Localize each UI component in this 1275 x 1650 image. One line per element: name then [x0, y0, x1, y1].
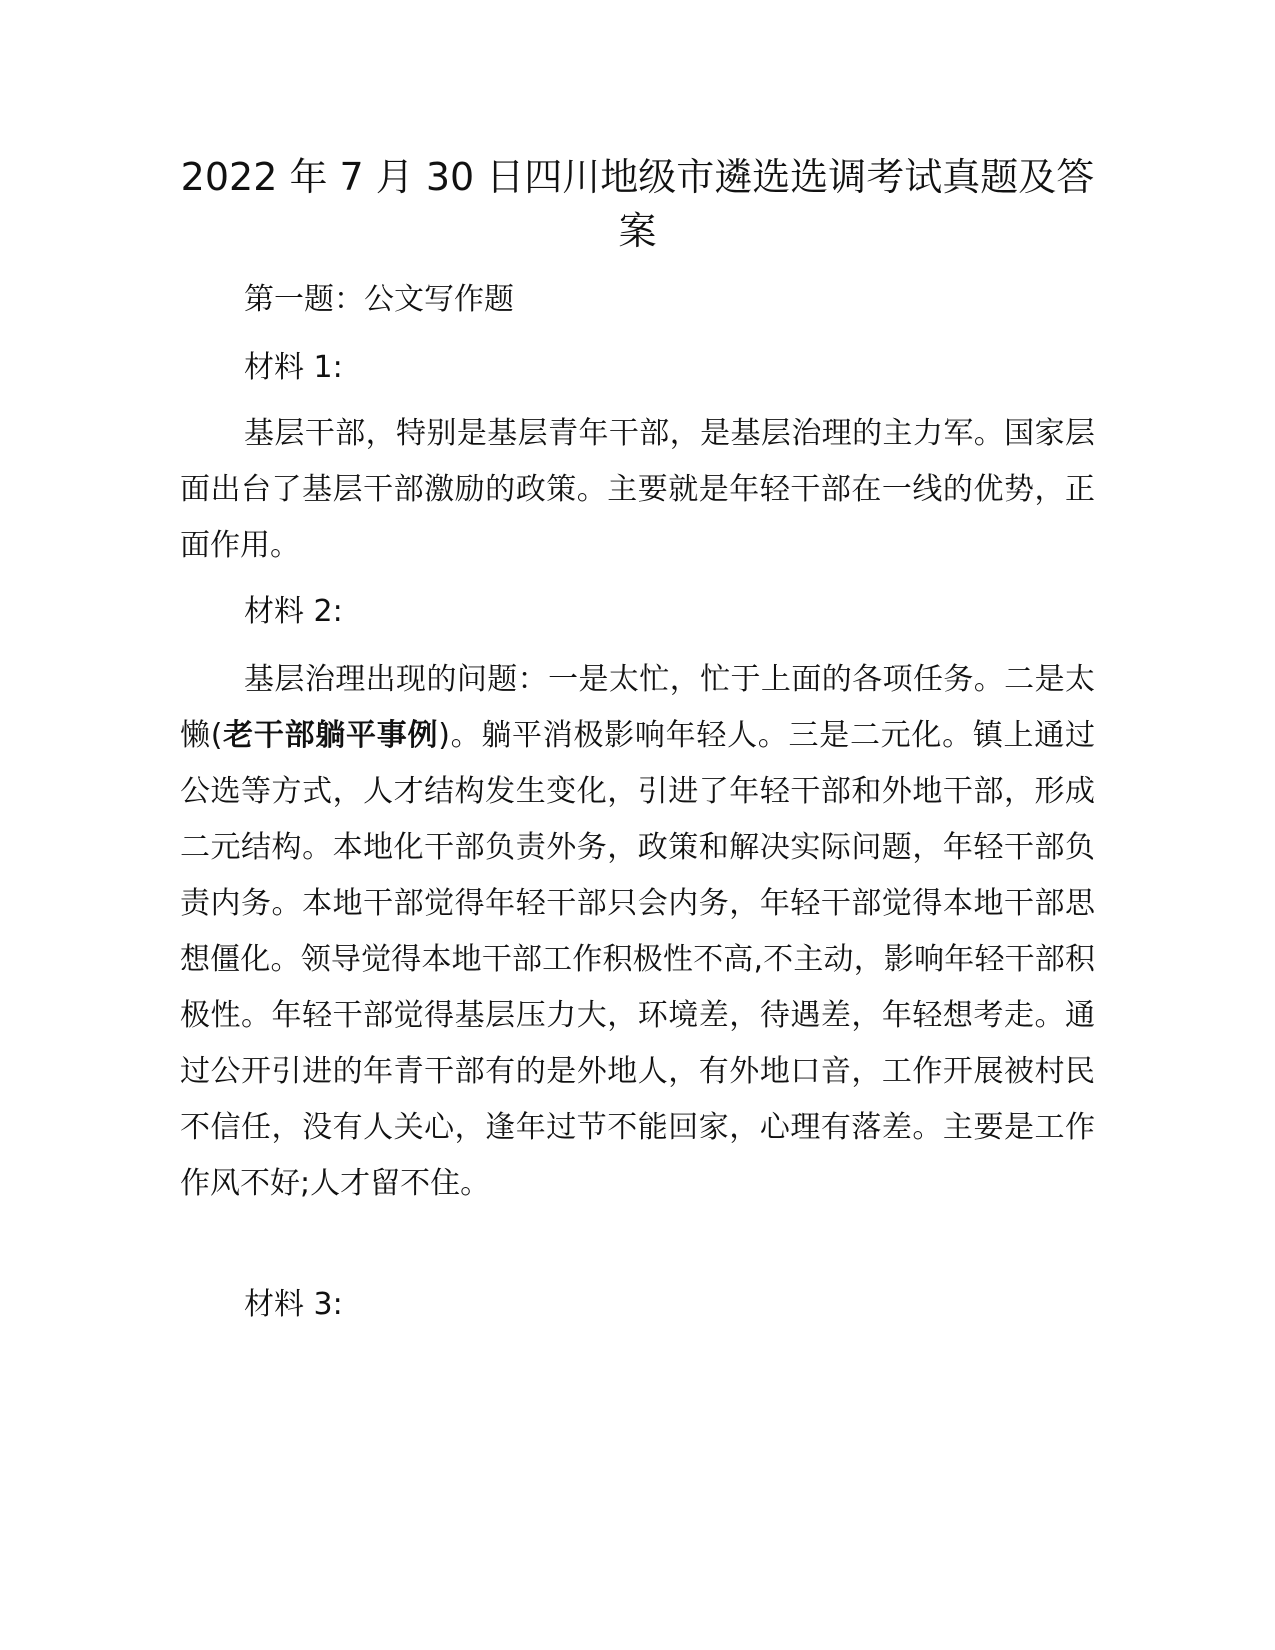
- material-2-text-part-a: 基层治理出现的问题：一是太忙，忙于上面的各项任务。二是太懒(: [180, 662, 1095, 753]
- material-2-label: 材料 2:: [244, 594, 343, 629]
- material-2-text-part-b: )。躺平消极影响年轻人。三是二元化。镇上通过公选等方式，人才结构发生变化，引进了年轻干部和外地干部，形成二元结构。本地化干部负责外务，政策和解决实际问题，年轻干部负责内务。本地干部觉得年轻干部只会内务，年轻干部觉得本地干部思想僵化。领导觉得本地干部工作积极性不高,不主动，影响年轻干部积极性。年轻干部觉得基层压力大，环境差，待遇差，年轻想考走。通过公开引进的年青干部有的是外地人，有外地口音，工作开展被村民不信任，没有人关心，逢年过节不能回家，心理有落差。主要是工作作风不好;人才留不住。: [180, 718, 1095, 1201]
- material-2-text-bold: 老干部躺平事例: [222, 718, 439, 753]
- question-heading: 第一题：公文写作题: [244, 282, 514, 317]
- material-1-label: 材料 1:: [244, 350, 343, 385]
- material-3-label: 材料 3:: [244, 1287, 343, 1322]
- material-2-text: [180, 652, 1095, 1212]
- material-1-text: 基层干部，特别是基层青年干部，是基层治理的主力军。国家层面出台了基层干部激励的政策。主要就是年轻干部在一线的优势，正面作用。: [180, 416, 1095, 563]
- document-title: 2022 年 7 月 30 日四川地级市遴选选调考试真题及答案: [180, 155, 1095, 253]
